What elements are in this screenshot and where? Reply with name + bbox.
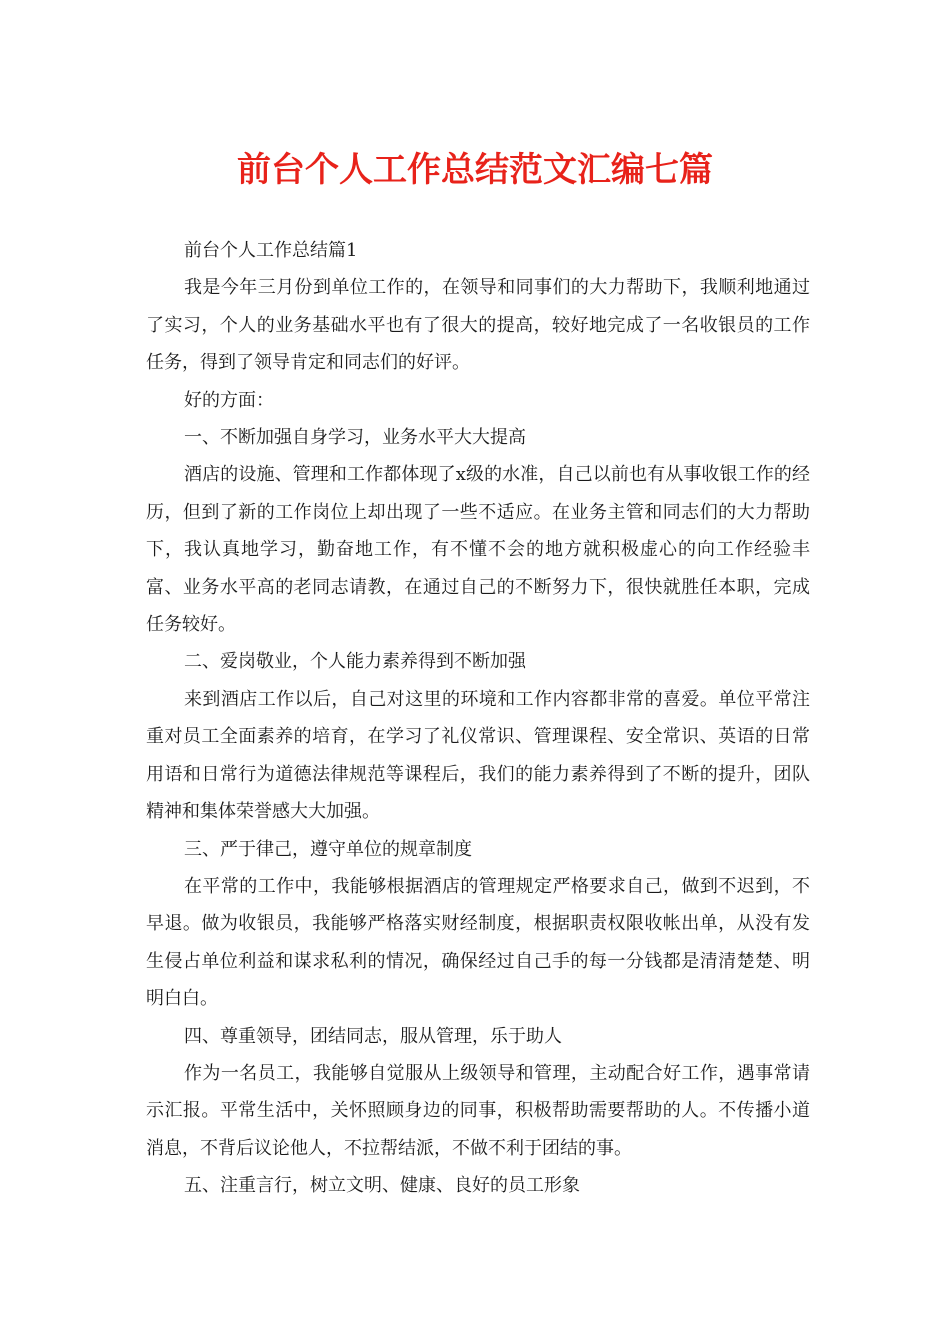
paragraph: 作为一名员工，我能够自觉服从上级领导和管理，主动配合好工作，遇事常请示汇报。平常生活中，关怀照顾身边的同事，积极帮助需要帮助的人。不传播小道消息，不背后议论他人，不拉帮结派，不做不利于团结的事。 (146, 1062, 810, 1159)
paragraph: 好的方面： (184, 389, 274, 411)
subsection-heading: 四、尊重领导，团结同志，服从管理，乐于助人 (184, 1025, 562, 1047)
paragraph: 在平常的工作中，我能够根据酒店的管理规定严格要求自己，做到不迟到，不早退。做为收银员，我能够严格落实财经制度，根据职责权限收帐出单，从没有发生侵占单位利益和谋求私利的情况，确保经过自己手的每一分钱都是清清楚楚、明明白白。 (146, 875, 810, 1010)
subsection-heading: 一、不断加强自身学习，业务水平大大提高 (184, 427, 526, 449)
document-body (146, 232, 810, 1205)
paragraph: 我是今年三月份到单位工作的，在领导和同事们的大力帮助下，我顺利地通过了实习，个人的业务基础水平也有了很大的提高，较好地完成了一名收银员的工作任务，得到了领导肯定和同志们的好评。 (146, 277, 810, 374)
paragraph: 来到酒店工作以后，自己对这里的环境和工作内容都非常的喜爱。单位平常注重对员工全面素养的培育，在学习了礼仪常识、管理课程、安全常识、英语的日常用语和日常行为道德法律规范等课程后，我们的能力素养得到了不断的提升，团队精神和集体荣誉感大大加强。 (146, 688, 810, 823)
subsection-heading: 五、注重言行，树立文明、健康、良好的员工形象 (184, 1175, 580, 1197)
paragraph: 酒店的设施、管理和工作都体现了x级的水准，自己以前也有从事收银工作的经历，但到了新的工作岗位上却出现了一些不适应。在业务主管和同志们的大力帮助下，我认真地学习，勤奋地工作，有不懂不会的地方就积极虚心的向工作经验丰富、业务水平高的老同志请教，在通过自己的不断努力下，很快就胜任本职，完成任务较好。 (146, 464, 810, 636)
section-heading: 前台个人工作总结篇1 (184, 240, 358, 261)
subsection-heading: 二、爱岗敬业，个人能力素养得到不断加强 (184, 651, 526, 673)
subsection-heading: 三、严于律己，遵守单位的规章制度 (184, 838, 472, 860)
document-title: 前台个人工作总结范文汇编七篇 (237, 150, 713, 190)
